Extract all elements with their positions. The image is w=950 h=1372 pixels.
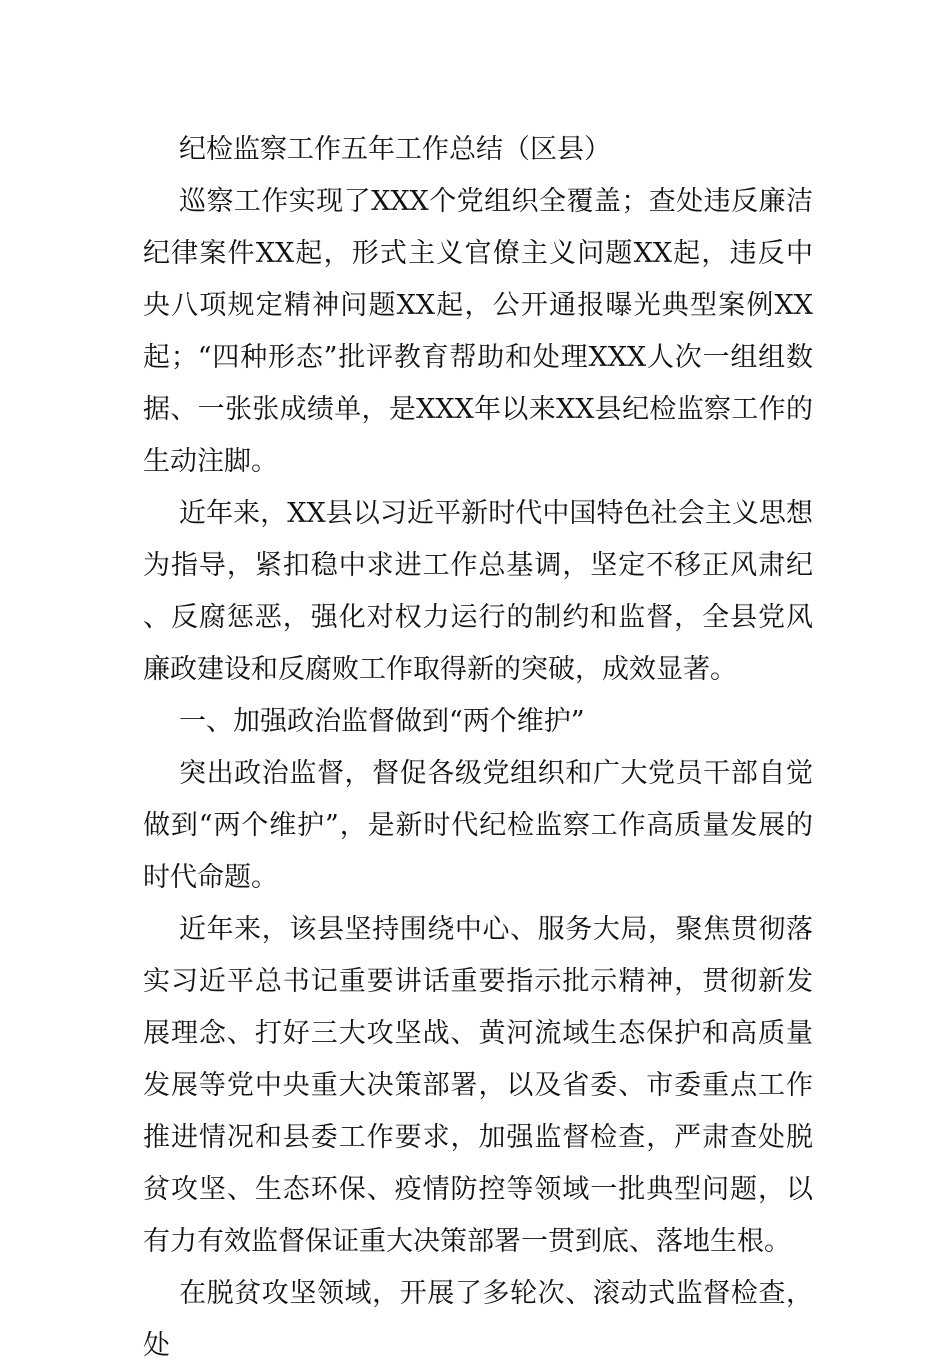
paragraph-summary-stats: 巡察工作实现了XXX个党组织全覆盖；查处违反廉洁纪律案件XX起，形式主义官僚主义问题XX起，违反中央八项规定精神问题XX起，公开通报曝光典型案例XX起；“四种形态”批评教育帮助和处理XXX人次一组组数据、一张张成绩单，是XXX年以来XX县纪检监察工作的生动注脚。 <box>143 186 813 477</box>
paragraph-poverty-alleviation: 在脱贫攻坚领域，开展了多轮次、滚动式监督检查，处 <box>143 1278 813 1361</box>
paragraph-county-actions: 近年来，该县坚持围绕中心、服务大局，聚焦贯彻落实习近平总书记重要讲话重要指示批示精神，贯彻新发展理念、打好三大攻坚战、黄河流域生态保护和高质量发展等党中央重大决策部署，以及省委、市委重点工作推进情况和县委工作要求，加强监督检查，严肃查处脱贫攻坚、生态环保、疫情防控等领域一批典型问题，以有力有效监督保证重大决策部署一贯到底、落地生根。 <box>143 914 813 1257</box>
section-heading-political-supervision: 一、加强政治监督做到“两个维护” <box>179 706 585 737</box>
document-body <box>143 124 813 1372</box>
paragraph-recent-years: 近年来，XX县以习近平新时代中国特色社会主义思想为指导，紧扣稳中求进工作总基调，坚定不移正风肃纪、反腐惩恶，强化对权力运行的制约和监督，全县党风廉政建设和反腐败工作取得新的突破，成效显著。 <box>143 498 813 685</box>
document-title: 纪检监察工作五年工作总结（区县） <box>179 134 611 165</box>
paragraph-political-supervision: 突出政治监督，督促各级党组织和广大党员干部自觉做到“两个维护”，是新时代纪检监察工作高质量发展的时代命题。 <box>143 758 813 893</box>
